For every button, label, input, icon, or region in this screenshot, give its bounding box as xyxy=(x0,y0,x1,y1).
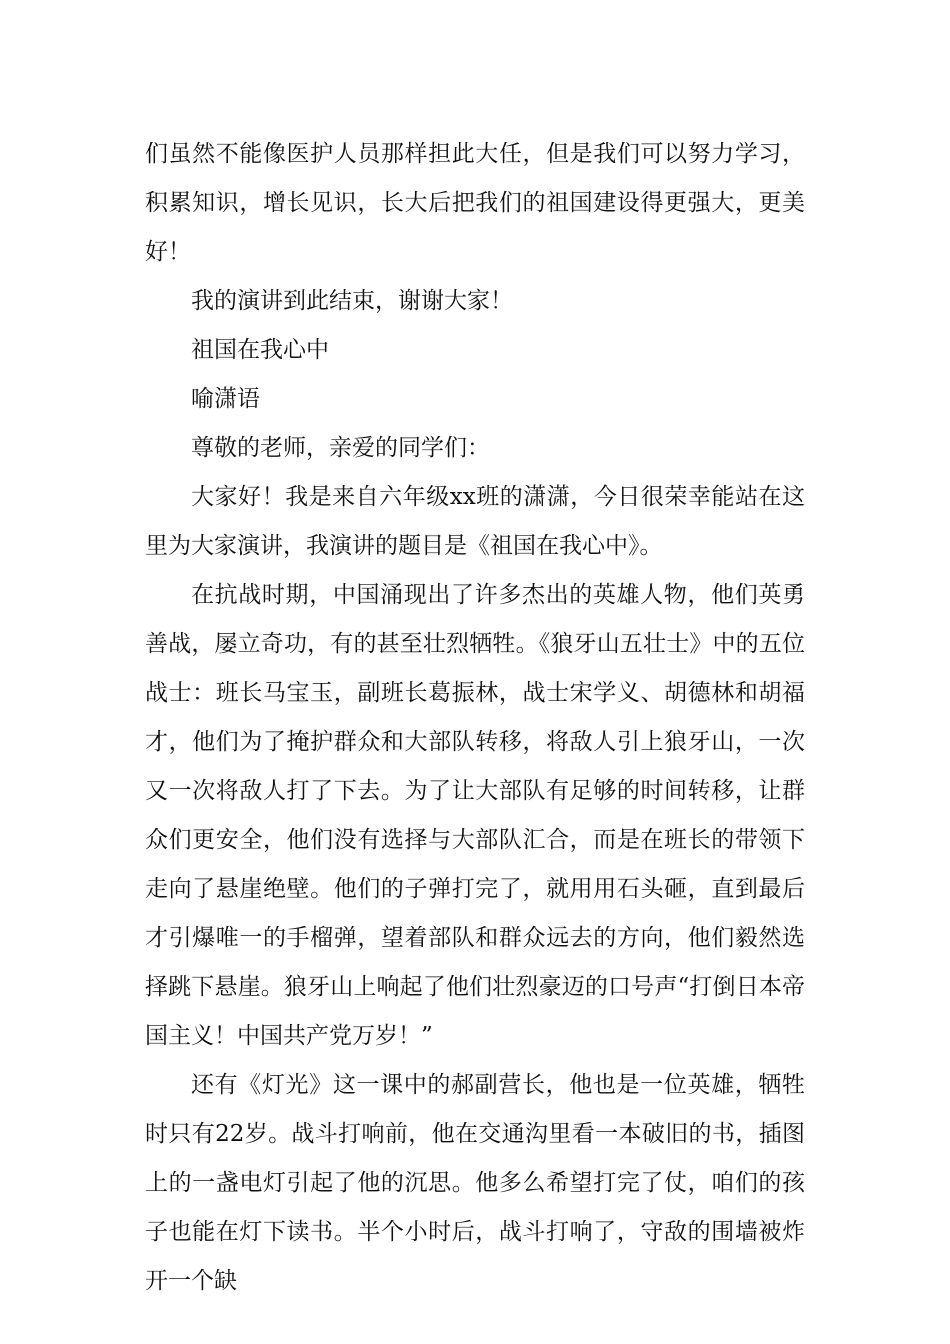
paragraph-intro: 大家好！我是来自六年级xx班的潇潇，今日很荣幸能站在这里为大家演讲，我演讲的题目是《祖国在我心中》。 xyxy=(145,484,805,559)
paragraph-closing: 我的演讲到此结束，谢谢大家！ xyxy=(191,288,513,314)
speech-author: 喻潇语 xyxy=(191,386,260,412)
paragraph-dengguang: 还有《灯光》这一课中的郝副营长，他也是一位英雄，牺牲时只有22岁。战斗打响前，他在交通沟里看一本破旧的书，插图上的一盏电灯引起了他的沉思。他多么希望打完了仗，咱们的孩子也能在灯下读书。半个小时后，战斗打响了，守敌的围墙被炸开一个缺 xyxy=(145,1072,805,1294)
salutation: 尊敬的老师，亲爱的同学们： xyxy=(191,435,490,461)
document-body xyxy=(145,130,805,1306)
paragraph-langyashan: 在抗战时期，中国涌现出了许多杰出的英雄人物，他们英勇善战，屡立奇功，有的甚至壮烈牺牲。《狼牙山五壮士》中的五位战士：班长马宝玉，副班长葛振林，战士宋学义、胡德林和胡福才，他们为了掩护群众和大部队转移，将敌人引上狼牙山，一次又一次将敌人打了下去。为了让大部队有足够的时间转移，让群众们更安全，他们没有选择与大部队汇合，而是在班长的带领下走向了悬崖绝壁。他们的子弹打完了，就用用石头砸，直到最后才引爆唯一的手榴弹，望着部队和群众远去的方向，他们毅然选择跳下悬崖。狼牙山上响起了他们壮烈豪迈的口号声“打倒日本帝国主义！中国共产党万岁！” xyxy=(145,582,805,1049)
speech-title: 祖国在我心中 xyxy=(191,337,329,363)
paragraph-continuation: 们虽然不能像医护人员那样担此大任，但是我们可以努力学习，积累知识，增长见识，长大后把我们的祖国建设得更强大，更美好！ xyxy=(145,141,805,265)
